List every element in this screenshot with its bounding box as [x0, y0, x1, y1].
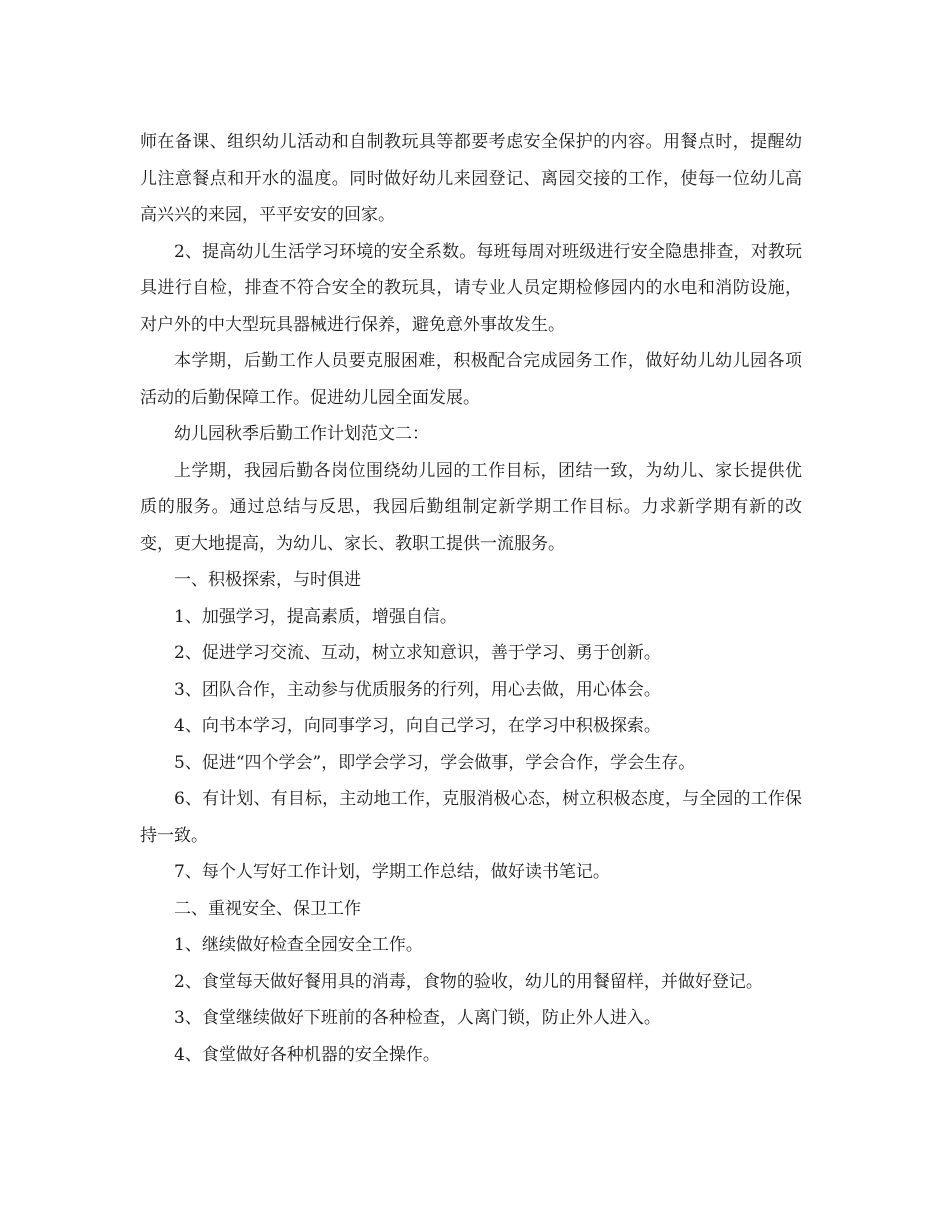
list-item: 4、食堂做好各种机器的安全操作。 [174, 1044, 440, 1065]
paragraph: 上学期，我园后勤各岗位围绕幼儿园的工作目标，团结一致，为幼儿、家长提供优质的服务。通过总结与反思，我园后勤组制定新学期工作目标。力求新学期有新的改变，更大地提高，为幼儿、家长、教职工提供一流服务。 [140, 460, 802, 554]
list-item: 1、加强学习，提高素质，增强自信。 [174, 606, 457, 627]
section-heading: 一、积极探索，与时俱进 [174, 570, 361, 590]
section-heading: 幼儿园秋季后勤工作计划范文二： [174, 424, 429, 444]
list-item: 2、促进学习交流、互动，树立求知意识，善于学习、勇于创新。 [174, 643, 661, 663]
list-item: 3、团队合作，主动参与优质服务的行列，用心去做，用心体会。 [174, 679, 661, 700]
list-item: 4、向书本学习，向同事学习，向自己学习，在学习中积极探索。 [174, 716, 661, 736]
list-item: 6、有计划、有目标，主动地工作，克服消极心态，树立积极态度，与全园的工作保持一致。 [140, 789, 802, 846]
list-item: 7、每个人写好工作计划，学期工作总结，做好读书笔记。 [174, 862, 610, 882]
list-item: 3、食堂继续做好下班前的各种检查，人离门锁，防止外人进入。 [174, 1008, 661, 1028]
paragraph: 师在备课、组织幼儿活动和自制教玩具等都要考虑安全保护的内容。用餐点时，提醒幼儿注意餐点和开水的温度。同时做好幼儿来园登记、离园交接的工作，使每一位幼儿高高兴兴的来园，平平安安的回家。 [140, 132, 802, 225]
list-item: 2、食堂每天做好餐用具的消毒，食物的验收，幼儿的用餐留样，并做好登记。 [174, 971, 763, 992]
document-body [140, 124, 802, 1073]
section-heading: 二、重视安全、保卫工作 [174, 898, 361, 919]
list-item: 1、继续做好检查全园安全工作。 [174, 935, 423, 955]
paragraph: 2、提高幼儿生活学习环境的安全系数。每班每周对班级进行安全隐患排查，对教玩具进行自检，排查不符合安全的教玩具，请专业人员定期检修园内的水电和消防设施，对户外的中大型玩具器械进行保养，避免意外事故发生。 [140, 241, 802, 335]
paragraph: 本学期，后勤工作人员要克服困难，积极配合完成园务工作，做好幼儿幼儿园各项活动的后勤保障工作。促进幼儿园全面发展。 [140, 351, 802, 408]
list-item: 5、促进“四个学会”，即学会学习，学会做事，学会合作，学会生存。 [174, 752, 696, 773]
